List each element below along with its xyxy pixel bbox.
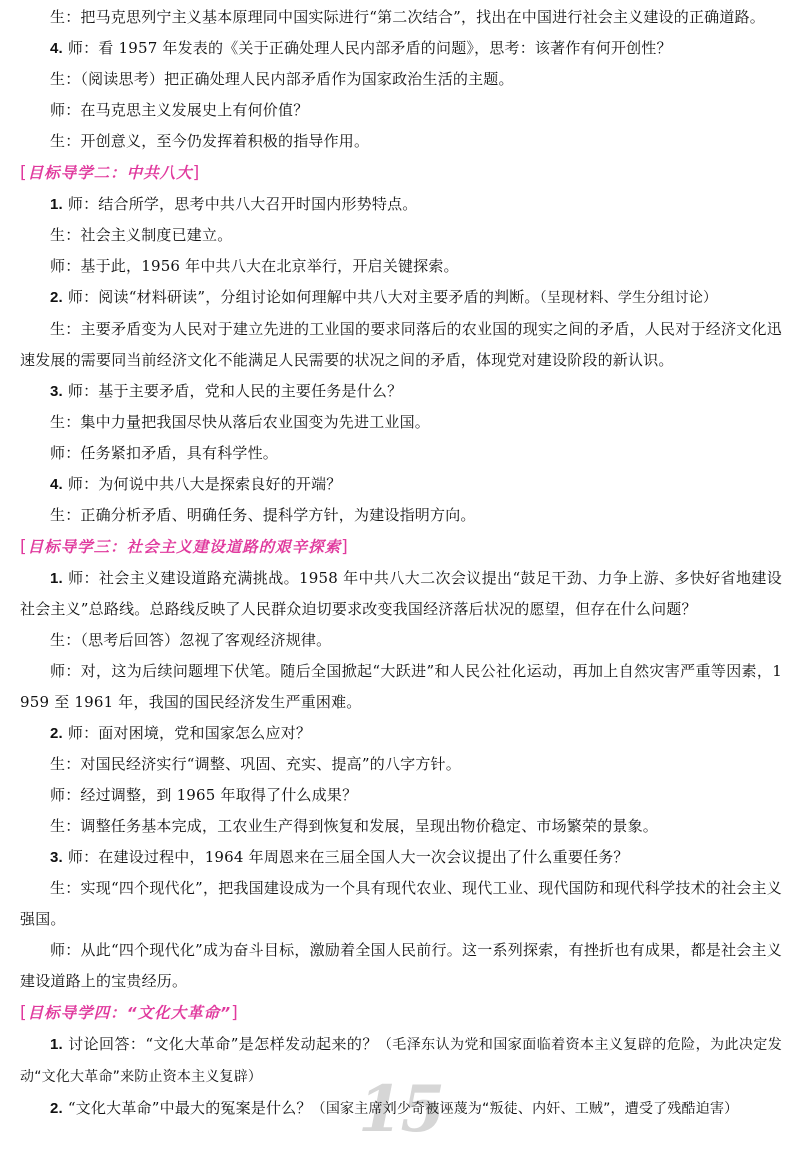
paragraph-text: 师：社会主义建设道路充满挑战。1958 年中共八大二次会议提出“鼓足干劲、力争上游、多快好省地建设社会主义”总路线。总路线反映了人民群众迫切要求改变我国经济落后状况的愿望，但存在什么问题？ — [20, 569, 783, 618]
paragraph-text: 师：结合所学，思考中共八大召开时国内形势特点。 — [67, 195, 418, 213]
paragraph-text: “文化大革命”中最大的冤案是什么？ — [67, 1099, 312, 1117]
paragraph — [20, 500, 782, 531]
item-number: 2. — [50, 725, 63, 742]
paragraph-text: 师：为何说中共八大是探索良好的开端？ — [67, 475, 342, 493]
paragraph-note: （毛泽东认为党和国家面临着资本主义复辟的危险，为此决定发动“文化大革命”来防止资本主义复辟） — [20, 1037, 782, 1085]
paragraph-text: 生：（思考后回答）忽视了客观经济规律。 — [50, 631, 332, 649]
item-number: 2. — [50, 289, 63, 306]
paragraph — [20, 33, 782, 64]
heading-bracket-close: ] — [192, 163, 201, 183]
paragraph — [20, 2, 782, 33]
paragraph — [20, 935, 782, 997]
paragraph-text: 师：面对困境，党和国家怎么应对？ — [67, 724, 312, 742]
paragraph-text: 讨论回答：“文化大革命”是怎样发动起来的？ — [68, 1035, 378, 1053]
heading-bracket-open: [ — [20, 537, 28, 557]
paragraph-text: 师：任务紧扣矛盾，具有科学性。 — [50, 444, 279, 462]
paragraph — [20, 842, 782, 873]
paragraph-text: 师：在马克思主义发展史上有何价值？ — [50, 101, 309, 119]
document-page — [20, 2, 782, 1125]
paragraph-text: 生：开创意义，至今仍发挥着积极的指导作用。 — [50, 132, 370, 150]
heading-bracket-open: [ — [20, 163, 28, 183]
paragraph-text: 生：社会主义制度已建立。 — [50, 226, 233, 244]
paragraph-text: 师：阅读“材料研读”，分组讨论如何理解中共八大对主要矛盾的判断。 — [67, 288, 540, 306]
paragraph — [20, 126, 782, 157]
item-number: 3. — [50, 383, 63, 400]
paragraph-text: 生：主要矛盾变为人民对于建立先进的工业国的要求同落后的农业国的现实之间的矛盾，人民对于经济文化迅速发展的需要同当前经济文化不能满足人民需要的状况之间的矛盾，体现党对建设阶段的新认识。 — [20, 320, 782, 369]
heading-bracket-close: ] — [231, 1003, 239, 1023]
paragraph — [20, 407, 782, 438]
paragraph — [20, 1029, 782, 1093]
paragraph-text: 生：对国民经济实行“调整、巩固、充实、提高”的八字方针。 — [50, 755, 461, 773]
paragraph — [20, 625, 782, 656]
paragraph — [20, 873, 782, 935]
paragraph-text: 生：调整任务基本完成，工农业生产得到恢复和发展，呈现出物价稳定、市场繁荣的景象。 — [50, 817, 659, 835]
paragraph — [20, 656, 782, 718]
item-number: 1. — [50, 196, 63, 213]
paragraph-text: 生：把马克思列宁主义基本原理同中国实际进行“第二次结合”，找出在中国进行社会主义建设的正确道路。 — [50, 8, 765, 26]
paragraph — [20, 282, 782, 314]
paragraph-text: 生：实现“四个现代化”，把我国建设成为一个具有现代农业、现代工业、现代国防和现代科学技术的社会主义强国。 — [20, 879, 782, 928]
item-number: 3. — [50, 849, 63, 866]
paragraph-text: 师：看 1957 年发表的《关于正确处理人民内部矛盾的问题》，思考：该著作有何开创性？ — [67, 39, 672, 57]
paragraph — [20, 376, 782, 407]
paragraph — [20, 220, 782, 251]
paragraph-note: （国家主席刘少奇被诬蔑为“叛徒、内奸、工贼”，遭受了残酷迫害） — [311, 1101, 739, 1117]
paragraph — [20, 1093, 782, 1125]
paragraph — [20, 469, 782, 500]
section-heading — [20, 157, 782, 189]
paragraph-text: 师：从此“四个现代化”成为奋斗目标，激励着全国人民前行。这一系列探索，有挫折也有成果，都是社会主义建设道路上的宝贵经历。 — [20, 941, 782, 990]
item-number: 4. — [50, 40, 63, 57]
paragraph-text: 师：在建设过程中，1964 年周恩来在三届全国人大一次会议提出了什么重要任务？ — [67, 848, 629, 866]
paragraph — [20, 718, 782, 749]
page-number: 15 — [358, 1072, 444, 1147]
section-heading — [20, 531, 782, 563]
section-heading-text: 目标导学四：“文化大革命” — [27, 1004, 232, 1022]
paragraph — [20, 749, 782, 780]
section-heading-text: 目标导学三：社会主义建设道路的艰辛探索 — [27, 538, 342, 556]
paragraph — [20, 811, 782, 842]
paragraph — [20, 251, 782, 282]
paragraph-text: 生：（阅读思考）把正确处理人民内部矛盾作为国家政治生活的主题。 — [50, 70, 514, 88]
paragraph — [20, 438, 782, 469]
item-number: 1. — [50, 570, 63, 587]
paragraph-text: 生：正确分析矛盾、明确任务、提科学方针，为建设指明方向。 — [50, 506, 476, 524]
section-heading — [20, 997, 782, 1029]
paragraph-text: 师：对，这为后续问题埋下伏笔。随后全国掀起“大跃进”和人民公社化运动，再加上自然灾害严重等因素，1959 至 1961 年，我国的国民经济发生严重困难。 — [20, 662, 782, 711]
heading-bracket-close: ] — [341, 537, 349, 557]
paragraph-text: 生：集中力量把我国尽快从落后农业国变为先进工业国。 — [50, 413, 431, 431]
paragraph — [20, 314, 782, 376]
heading-bracket-open: [ — [20, 1003, 28, 1023]
section-heading-text: 目标导学二：中共八大 — [27, 164, 193, 182]
item-number: 1. — [50, 1036, 63, 1053]
paragraph — [20, 563, 782, 625]
paragraph-text: 师：经过调整，到 1965 年取得了什么成果？ — [50, 786, 358, 804]
item-number: 4. — [50, 476, 63, 493]
paragraph — [20, 95, 782, 126]
paragraph — [20, 780, 782, 811]
paragraph-text: 师：基于此，1956 年中共八大在北京举行，开启关键探索。 — [50, 257, 459, 275]
paragraph-text: 师：基于主要矛盾，党和人民的主要任务是什么？ — [67, 382, 403, 400]
paragraph — [20, 64, 782, 95]
paragraph — [20, 189, 782, 220]
paragraph-note: （呈现材料、学生分组讨论） — [539, 290, 718, 306]
item-number: 2. — [50, 1100, 63, 1117]
